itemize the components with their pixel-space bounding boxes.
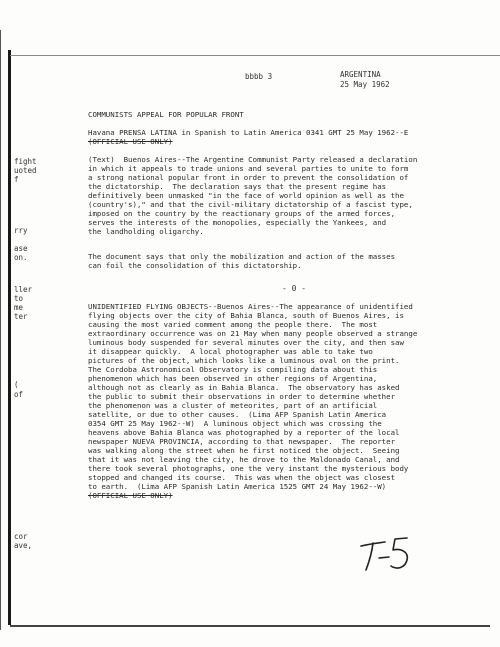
body-line: The document says that only the mobilization and action of the masses: [88, 252, 396, 261]
page-ref: bbbb 3: [245, 72, 273, 81]
body-line: The Cordoba Astronomical Observatory is compiling data about this: [88, 365, 378, 374]
body-line: (Text) Buenos Aires--The Argentine Communist Party released a declaration: [88, 155, 418, 164]
margin-fragment: fight: [14, 157, 37, 166]
bottom-rule: [10, 625, 490, 627]
body-line: to earth. (Lima AFP Spanish Latin America 1525 GMT 24 May 1962--W): [88, 482, 387, 491]
body-line: serves the interests of the monopolies, especially the Yankees, and: [88, 218, 387, 227]
body-line: the landholding oligarchy.: [88, 227, 204, 236]
margin-fragment: (: [14, 380, 19, 389]
page-edge: [0, 30, 1, 630]
body-line: 0354 GMT 25 May 1962--W) A luminous object which was crossing the: [88, 419, 382, 428]
body-line: newspaper NUEVA PROVINCIA, according to that newspaper. The reporter: [88, 437, 396, 446]
body-line: UNIDENTIFIED FLYING OBJECTS--Buenos Aires--The appearance of unidentified: [88, 302, 413, 311]
margin-fragment: ave,: [14, 541, 33, 550]
body-line: was walking along the street when he first noticed the object. Seeing: [88, 446, 400, 455]
body-line: there took several photographs, one the very instant the mysterious body: [88, 464, 409, 473]
section-divider: - 0 -: [282, 284, 307, 293]
source-line: Havana PRENSA LATINA in Spanish to Latin America 0341 GMT 25 May 1962--E: [88, 128, 409, 137]
margin-fragment: me: [14, 303, 24, 312]
top-rule: [10, 55, 500, 56]
body-line: pictures of the object, which looks like a luminous oval on the print.: [88, 356, 400, 365]
body-line: although not as clearly as in Bahia Blanca. The observatory has asked: [88, 383, 400, 392]
body-line: luminous body suspended for several minutes over the city, and then saw: [88, 338, 404, 347]
body-line: the public to submit their observations in order to determine whether: [88, 392, 396, 401]
margin-fragment: to: [14, 294, 24, 303]
body-line: the phenomenon was a cluster of meteorites, part of an artificial: [88, 401, 378, 410]
body-line: (country's)," and that the civil-military dictatorship of a fascist type,: [88, 200, 413, 209]
body-line: it disappear quickly. A local photographer was able to take two: [88, 347, 373, 356]
body-line: imposed on the country by the reactionary groups of the armed forces,: [88, 209, 396, 218]
body-line: in which it appeals to trade unions and several parties to unite to form: [88, 164, 409, 173]
body-line: causing the most varied comment among the people there. The most: [88, 320, 378, 329]
section-title: COMMUNISTS APPEAL FOR POPULAR FRONT: [88, 110, 244, 119]
body-line: flying objects over the city of Bahia Blanca, south of Buenos Aires, is: [88, 311, 404, 320]
body-line: that it was not leaving the city, he drove to the Maldonado Canal, and: [88, 455, 400, 464]
struck-classification: (OFFICIAL USE ONLY): [88, 137, 173, 146]
margin-fragment: on.: [14, 253, 28, 262]
margin-fragment: cor: [14, 532, 28, 541]
body-line: a strong national popular front in order to prevent the consolidation of: [88, 173, 409, 182]
body-line: extraordinary occurrence was on 21 May when many people observed a strange: [88, 329, 418, 338]
body-line: heavens above Bahia Blanca was photographed by a reporter of the local: [88, 428, 400, 437]
body-line: satellite, or due to other causes. (Lima AFP Spanish Latin America: [88, 410, 387, 419]
body-line: the dictatorship. The declaration says that the present regime has: [88, 182, 387, 191]
handwritten-mark-icon: [355, 530, 425, 575]
struck-classification: (OFFICIAL USE ONLY): [88, 491, 173, 500]
margin-fragment: ller: [14, 285, 33, 294]
body-line: can foil the consolidation of this dictatorship.: [88, 261, 302, 270]
margin-fragment: f: [14, 175, 19, 184]
body-line: definitively been unmasked "in the face of world opinion as well as the: [88, 191, 404, 200]
margin-fragment: uoted: [14, 166, 37, 175]
margin-fragment: ase: [14, 244, 28, 253]
country-label: ARGENTINA: [340, 70, 381, 79]
margin-fragment: rry: [14, 226, 28, 235]
body-line: stopped and changed its course. This was when the object was closest: [88, 473, 396, 482]
body-line: phenomenon which has been observed in other regions of Argentina,: [88, 374, 378, 383]
binding-bar: [8, 50, 11, 625]
date-label: 25 May 1962: [340, 80, 390, 89]
margin-fragment: ter: [14, 312, 28, 321]
margin-fragment: of: [14, 390, 24, 399]
